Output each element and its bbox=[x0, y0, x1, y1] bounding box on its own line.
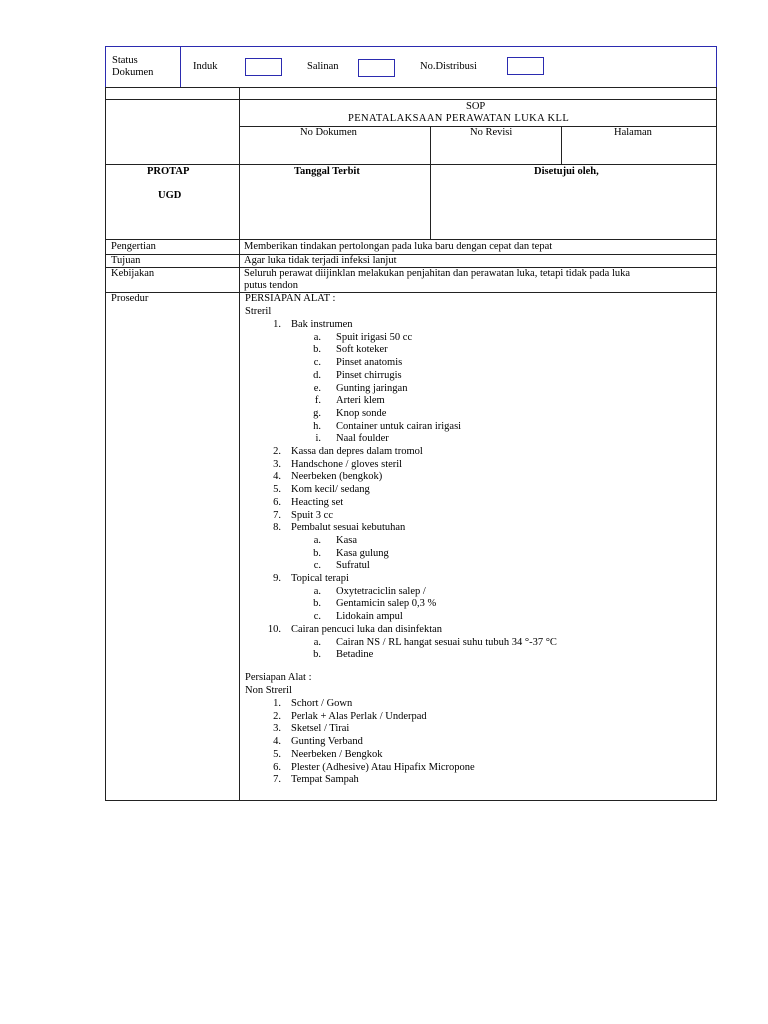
title-col-divider-2 bbox=[561, 126, 562, 164]
steril-subitem-text: Spuit irigasi 50 cc bbox=[336, 331, 413, 343]
sop-table bbox=[105, 87, 717, 801]
steril-item-number: 4. bbox=[273, 471, 281, 483]
status-label-line2: Dokumen bbox=[112, 67, 154, 78]
row-line-prosedur bbox=[105, 292, 716, 293]
row-line-tujuan bbox=[105, 254, 716, 255]
steril-subitem-number: e. bbox=[313, 382, 321, 394]
steril-subitem-number: g. bbox=[313, 407, 321, 419]
steril-item-text: Spuit 3 cc bbox=[291, 509, 333, 521]
steril-subitem-number: a. bbox=[313, 331, 321, 343]
steril-subitem-text: Kasa bbox=[336, 534, 357, 546]
steril-item-number: 6. bbox=[273, 496, 281, 508]
halaman-label: Halaman bbox=[614, 127, 652, 138]
non-steril-item-text: Plester (Adhesive) Atau Hipafix Micropone bbox=[291, 761, 475, 773]
steril-item-number: 2. bbox=[273, 446, 281, 457]
steril-subitem-text: Pinset chirrugis bbox=[336, 369, 402, 381]
steril-item-text: Handschone / gloves steril bbox=[291, 458, 403, 470]
sop-title: PENATALAKSAAN PERAWATAN LUKA KLL bbox=[348, 113, 570, 124]
steril-subitem-number: a. bbox=[313, 534, 321, 546]
ugd-label: UGD bbox=[158, 190, 182, 201]
steril-subitem-number: b. bbox=[313, 598, 321, 610]
steril-item-number: 10. bbox=[267, 623, 281, 635]
steril-subitem-number: b. bbox=[313, 547, 321, 559]
induk-label: Induk bbox=[193, 61, 218, 72]
non-steril-item-number: 2. bbox=[273, 710, 281, 722]
persiapan-alat-heading: PERSIAPAN ALAT : bbox=[245, 293, 336, 304]
steril-subitem-text: Arteri klem bbox=[336, 395, 385, 407]
steril-subitem-text: Betadine bbox=[336, 649, 374, 661]
steril-subitem-number: d. bbox=[313, 369, 321, 381]
non-steril-item-number: 4. bbox=[273, 736, 281, 748]
steril-subitem-text: Sufratul bbox=[336, 560, 370, 572]
steril-item-text: Heacting set bbox=[291, 496, 344, 508]
no-revisi-label: No Revisi bbox=[470, 127, 513, 138]
no-dokumen-label: No Dokumen bbox=[300, 127, 357, 138]
steril-subitem-text: Oxytetraciclin salep / bbox=[336, 585, 426, 597]
row-line-protap bbox=[105, 164, 716, 165]
steril-subheading: Streril bbox=[245, 306, 272, 317]
steril-item-number: 9. bbox=[273, 573, 281, 584]
tanggal-terbit-label: Tanggal Terbit bbox=[294, 166, 360, 177]
steril-item-text: Bak instrumen bbox=[291, 319, 353, 330]
steril-subitem-text: Soft koteker bbox=[336, 344, 388, 356]
kebijakan-text-line2: putus tendon bbox=[244, 280, 298, 291]
non-steril-item-number: 3. bbox=[273, 723, 281, 735]
steril-subitem-number: b. bbox=[313, 649, 321, 661]
steril-subitem-text: Knop sonde bbox=[336, 407, 387, 419]
status-label-line1: Status bbox=[112, 55, 138, 66]
steril-subitem-number: h. bbox=[313, 420, 321, 432]
steril-item-number: 1. bbox=[273, 319, 281, 330]
prosedur-label: Prosedur bbox=[111, 293, 149, 304]
steril-subitem-number: a. bbox=[313, 636, 321, 648]
kebijakan-text-line1: Seluruh perawat diijinklan melakukan penjahitan dan perawatan luka, tetapi tidak pada luka bbox=[244, 268, 631, 279]
row-line-top bbox=[105, 99, 716, 100]
non-steril-item-text: Gunting Verband bbox=[291, 736, 363, 748]
steril-subitem-text: Gentamicin salep 0,3 % bbox=[336, 598, 437, 610]
steril-subitem-text: Pinset anatomis bbox=[336, 357, 403, 369]
non-steril-item-text: Perlak + Alas Perlak / Underpad bbox=[291, 710, 427, 722]
steril-subitem-number: i. bbox=[315, 433, 321, 445]
no-distribusi-box[interactable] bbox=[507, 57, 544, 75]
non-steril-item-text: Neerbeken / Bengkok bbox=[291, 748, 383, 760]
sop-label: SOP bbox=[466, 101, 486, 112]
steril-subitem-number: b. bbox=[313, 344, 321, 356]
left-column-divider bbox=[239, 87, 240, 800]
non-steril-item-number: 1. bbox=[273, 698, 281, 709]
tujuan-text: Agar luka tidak terjadi infeksi lanjut bbox=[244, 255, 397, 266]
steril-subitem-text: Gunting jaringan bbox=[336, 382, 408, 394]
steril-subitem-text: Cairan NS / RL hangat sesuai suhu tubuh 34 °-37 °C bbox=[336, 636, 557, 648]
induk-checkbox[interactable] bbox=[245, 58, 282, 76]
pengertian-text: Memberikan tindakan pertolongan pada luka baru dengan cepat dan tepat bbox=[244, 241, 553, 252]
steril-subitem-text: Container untuk cairan irigasi bbox=[336, 420, 462, 432]
pengertian-label: Pengertian bbox=[111, 241, 156, 252]
steril-item-number: 8. bbox=[273, 522, 281, 534]
steril-subitem-number: c. bbox=[313, 611, 321, 623]
steril-item-text: Kom kecil/ sedang bbox=[291, 484, 370, 496]
non-steril-item-text: Tempat Sampah bbox=[291, 774, 359, 786]
steril-item-number: 7. bbox=[273, 509, 281, 521]
steril-item-text: Pembalut sesuai kebutuhan bbox=[291, 522, 406, 534]
steril-subitem-number: f. bbox=[314, 395, 321, 407]
steril-item-text: Neerbeken (bengkok) bbox=[291, 471, 383, 483]
status-divider bbox=[180, 46, 181, 87]
steril-subitem-text: Naal foulder bbox=[336, 433, 389, 445]
tujuan-label: Tujuan bbox=[111, 255, 141, 266]
steril-subitem-text: Lidokain ampul bbox=[336, 611, 403, 623]
non-steril-item-number: 7. bbox=[273, 774, 281, 786]
salinan-label: Salinan bbox=[307, 61, 339, 72]
non-steril-item-text: Schort / Gown bbox=[291, 698, 353, 709]
steril-subitem-number: c. bbox=[313, 560, 321, 572]
non-steril-subheading: Non Streril bbox=[245, 685, 292, 696]
no-distribusi-label: No.Distribusi bbox=[420, 61, 477, 72]
steril-item-number: 5. bbox=[273, 484, 281, 496]
steril-subitem-text: Kasa gulung bbox=[336, 547, 389, 559]
disetujui-oleh-label: Disetujui oleh, bbox=[534, 166, 599, 177]
kebijakan-label: Kebijakan bbox=[111, 268, 155, 279]
salinan-checkbox[interactable] bbox=[358, 59, 395, 77]
persiapan-alat-heading-2: Persiapan Alat : bbox=[245, 672, 312, 683]
protap-label: PROTAP bbox=[147, 166, 190, 177]
steril-subitem-number: c. bbox=[313, 357, 321, 369]
steril-item-text: Cairan pencuci luka dan disinfektan bbox=[291, 623, 443, 635]
steril-item-number: 3. bbox=[273, 458, 281, 470]
steril-item-text: Kassa dan depres dalam tromol bbox=[291, 446, 423, 457]
non-steril-item-text: Sketsel / Tirai bbox=[291, 723, 350, 735]
row-line-pengertian bbox=[105, 239, 716, 240]
steril-subitem-number: a. bbox=[313, 585, 321, 597]
non-steril-item-number: 6. bbox=[273, 761, 281, 773]
non-steril-item-number: 5. bbox=[273, 748, 281, 760]
title-col-divider-1 bbox=[430, 126, 431, 239]
steril-item-text: Topical terapi bbox=[291, 573, 349, 584]
